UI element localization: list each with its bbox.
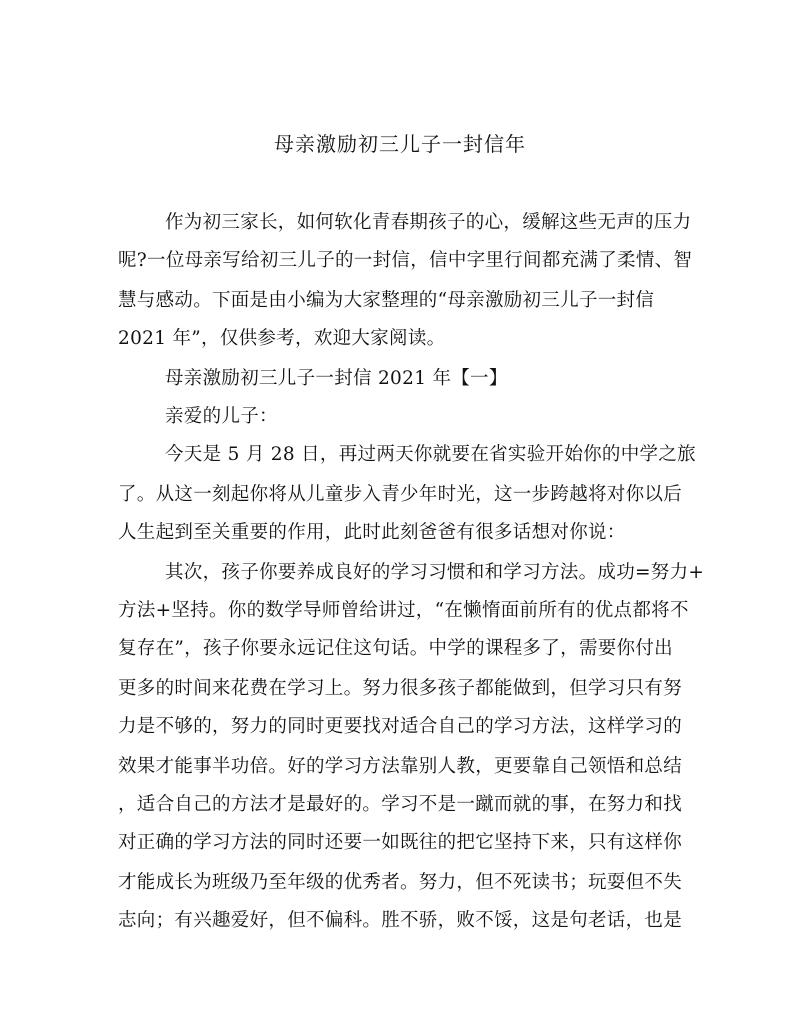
paragraph-3-line-7: ，适合自己的方法才是最好的。学习不是一蹴而就的事，在努力和找 xyxy=(118,794,683,815)
paragraph-1-line-3: 慧与感动。下面是由小编为大家整理的“母亲激励初三儿子一封信 xyxy=(118,290,655,311)
paragraph-2-line-2: 了。从这一刻起你将从儿童步入青少年时光，这一步跨越将对你以后 xyxy=(118,484,683,505)
paragraph-3-line-10: 志向；有兴趣爱好，但不偏科。胜不骄，败不馁，这是句老话，也是 xyxy=(118,910,683,931)
paragraph-3-line-4: 更多的时间来花费在学习上。努力很多孩子都能做到，但学习只有努 xyxy=(118,678,683,699)
paragraph-3-line-6: 效果才能事半功倍。好的学习方法靠别人教，更要靠自己领悟和总结 xyxy=(118,756,683,777)
paragraph-1-line-2: 呢?一位母亲写给初三儿子的一封信，信中字里行间都充满了柔情、智 xyxy=(118,250,693,271)
paragraph-1-line-1: 作为初三家长，如何软化青春期孩子的心，缓解这些无声的压力 xyxy=(165,212,692,233)
document-title: 母亲激励初三儿子一封信年 xyxy=(274,132,526,156)
paragraph-3-line-2: 方法+坚持。你的数学导师曾给讲过，“在懒惰面前所有的优点都将不 xyxy=(118,600,689,621)
paragraph-3-line-9: 才能成长为班级乃至年级的优秀者。努力，但不死读书；玩耍但不失 xyxy=(118,872,683,893)
paragraph-2-line-1: 今天是 5 月 28 日，再过两天你就要在省实验开始你的中学之旅 xyxy=(165,444,696,465)
paragraph-3-line-3: 复存在”，孩子你要永远记住这句话。中学的课程多了，需要你付出 xyxy=(118,638,673,659)
paragraph-1-line-4: 2021 年”，仅供参考，欢迎大家阅读。 xyxy=(118,328,446,349)
letter-subtitle: 母亲激励初三儿子一封信 2021 年【一】 xyxy=(165,368,508,389)
paragraph-3-line-8: 对正确的学习方法的同时还要一如既往的把它坚持下来，只有这样你 xyxy=(118,832,683,853)
paragraph-2-line-3: 人生起到至关重要的作用，此时此刻爸爸有很多话想对你说： xyxy=(118,522,626,543)
paragraph-3-line-5: 力是不够的，努力的同时更要找对适合自己的学习方法，这样学习的 xyxy=(118,716,683,737)
letter-salutation: 亲爱的儿子： xyxy=(165,406,278,427)
paragraph-3-line-1: 其次，孩子你要养成良好的学习习惯和和学习方法。成功=努力+ xyxy=(165,562,705,583)
